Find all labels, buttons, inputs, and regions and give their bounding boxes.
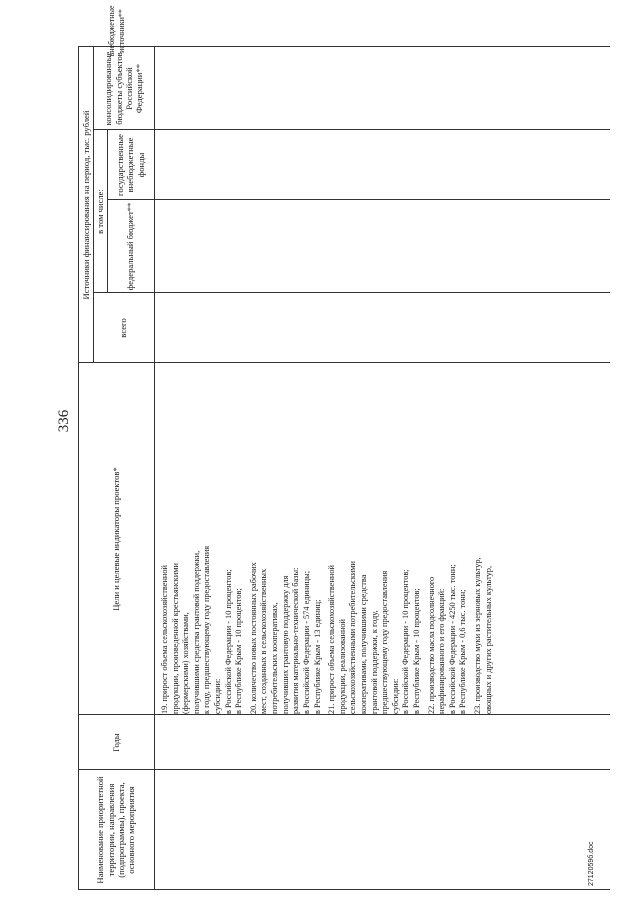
header-federal bbox=[107, 200, 154, 293]
goal-item bbox=[327, 446, 422, 714]
goal-line: в Российской Федерации - 10 процентов; bbox=[223, 569, 233, 714]
state-funds-divider bbox=[93, 129, 610, 130]
header-state-funds bbox=[107, 130, 154, 200]
goal-line: в Республике Крым - 10 процентов; bbox=[412, 588, 422, 714]
goal-line: кооперативами, получившими средства bbox=[358, 574, 368, 714]
goal-line: потребительских кооперативах, bbox=[270, 602, 280, 714]
goal-line: в Республике Крым - 10 процентов; bbox=[234, 588, 244, 714]
goal-line: 21. прирост объема сельскохозяйственной bbox=[327, 565, 337, 714]
header-extrabudget bbox=[79, 5, 154, 57]
years-divider bbox=[78, 769, 610, 770]
goal-line: грантовой поддержки, к году, bbox=[369, 610, 379, 714]
header-goals-text: Цели и целевые индикаторы проектов* bbox=[110, 467, 121, 611]
goal-item bbox=[160, 446, 245, 714]
header-sources-title-text: Источники финансирования на период, тыс. рублей bbox=[80, 110, 91, 300]
table-right-rule bbox=[78, 46, 610, 47]
header-sources-title bbox=[79, 47, 93, 363]
goals-list bbox=[160, 446, 498, 714]
header-consolidated-text: консолидированные бюджеты субъектов Российской Федерации** bbox=[103, 51, 145, 126]
goal-line: субсидии: bbox=[390, 678, 400, 714]
header-including-text: в том числе: bbox=[94, 189, 105, 234]
goal-line: субсидии: bbox=[213, 678, 223, 714]
header-goals bbox=[80, 363, 152, 715]
header-state-funds-text: государственные внебюджетные фонды bbox=[114, 134, 146, 196]
header-years-text: Годы bbox=[110, 733, 121, 752]
federal-divider bbox=[107, 199, 610, 200]
goal-line: продукции, реализованной bbox=[337, 619, 347, 714]
header-extrabudget-text: внебюджетные источники** bbox=[106, 5, 126, 57]
goal-line: 19. прирост объема сельскохозяйственной bbox=[160, 565, 169, 714]
goal-line: в Российской Федерации - 10 процентов; bbox=[401, 569, 411, 714]
goal-line: к году, предшествующему году предоставления bbox=[202, 545, 212, 714]
page-number: 336 bbox=[56, 409, 72, 433]
goal-item bbox=[249, 446, 323, 714]
goal-line: нерафинированного и его фракций: bbox=[437, 588, 447, 714]
goal-line: развития материально-технической базы: bbox=[291, 567, 301, 714]
header-federal-text: федеральный бюджет** bbox=[125, 202, 136, 291]
header-name bbox=[80, 774, 152, 886]
goal-line: овощных и других растительных культур, bbox=[483, 565, 493, 714]
goal-item bbox=[473, 446, 494, 714]
table-left-rule bbox=[78, 889, 610, 890]
goal-line: в Республике Крым - 0,6 тыс. тонн; bbox=[458, 589, 468, 714]
doc-code: 2712059б.doc bbox=[588, 841, 595, 886]
goal-line: мест, созданных в сельскохозяйственных bbox=[259, 568, 269, 714]
goal-line: (фермерскими) хозяйствами, bbox=[181, 612, 191, 714]
header-bottom-rule bbox=[154, 47, 155, 890]
sources-divider bbox=[78, 362, 610, 363]
header-total-text: всего bbox=[118, 318, 129, 338]
goal-line: в Республике Крым - 13 единиц; bbox=[312, 599, 322, 714]
goal-line: получившими средства грантовой поддержки, bbox=[191, 550, 201, 714]
goal-line: 20. количество новых постоянных рабочих bbox=[248, 562, 258, 714]
goal-line: сельскохозяйственными потребительскими bbox=[348, 561, 358, 714]
goal-item bbox=[427, 446, 469, 714]
header-name-text: Наименование приоритетной территории, направления (подпрограммы), проекта, основного мероприятия bbox=[95, 776, 137, 884]
header-consolidated bbox=[94, 47, 154, 130]
header-including bbox=[93, 130, 107, 293]
header-years bbox=[80, 715, 152, 770]
goals-divider bbox=[78, 714, 610, 715]
goal-line: 22. производство масла подсолнечного bbox=[426, 576, 436, 714]
goal-line: в Российской Федерации - 4250 тыс. тонн; bbox=[447, 564, 457, 714]
goal-line: 23. производство муки из зерновых культур, bbox=[473, 557, 483, 714]
total-divider bbox=[93, 292, 610, 293]
goal-line: в Российской Федерации - 574 единицы; bbox=[301, 570, 311, 714]
goal-line: продукции, произведенной крестьянскими bbox=[170, 563, 180, 714]
goal-line: получивших грантовую поддержку для bbox=[280, 575, 290, 714]
goal-line: предшествующему году предоставления bbox=[380, 570, 390, 714]
rotated-document-page bbox=[30, 5, 610, 890]
header-total bbox=[93, 293, 154, 363]
